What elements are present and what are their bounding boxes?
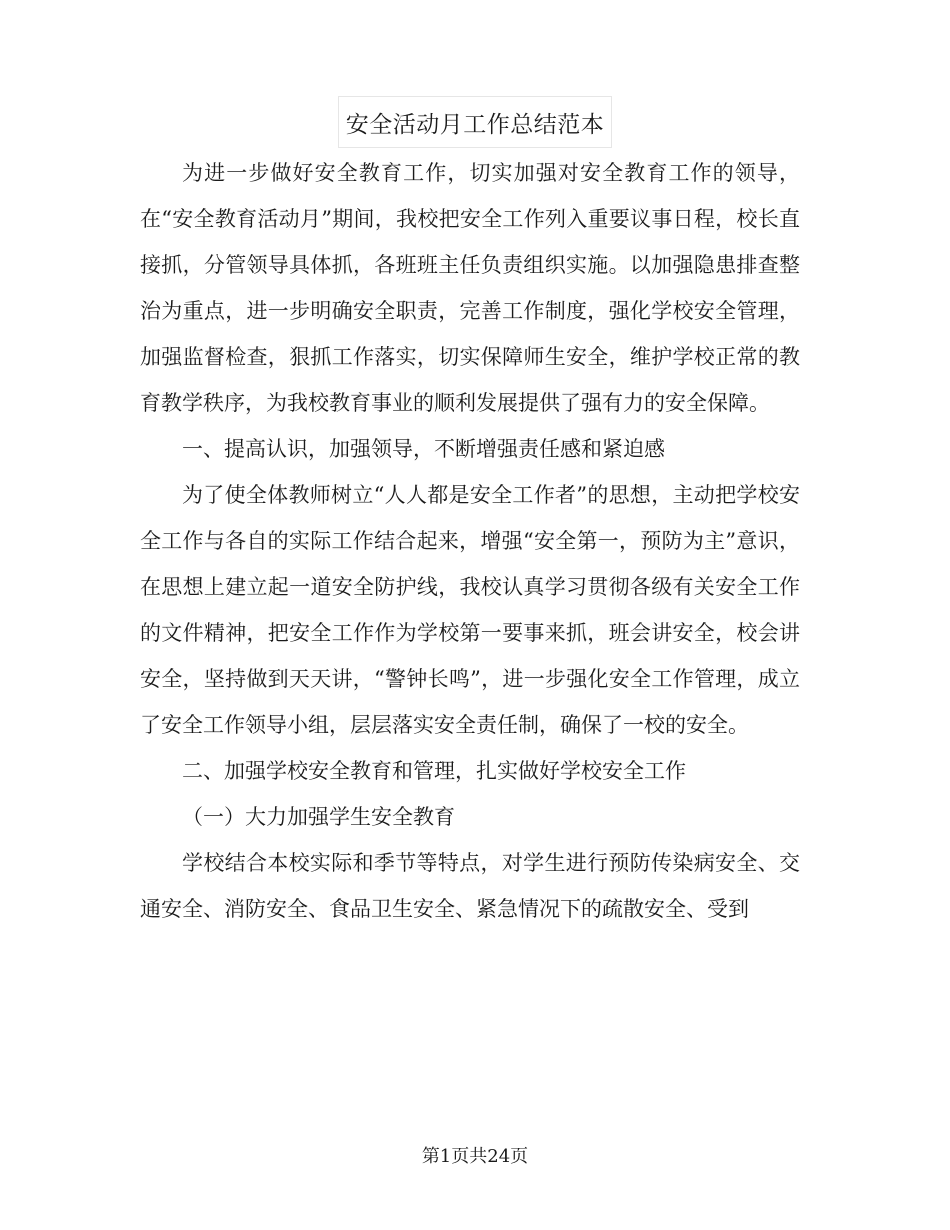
section-heading-2: 二、加强学校安全教育和管理，扎实做好学校安全工作 bbox=[182, 759, 686, 783]
subsection-heading-1: （一）大力加强学生安全教育 bbox=[182, 805, 455, 829]
paragraph-subsection-1: 学校结合本校实际和季节等特点，对学生进行预防传染病安全、交通安全、消防安全、食品卫生安全、紧急情况下的疏散安全、受到 bbox=[140, 851, 800, 921]
document-title: 安全活动月工作总结范本 bbox=[338, 96, 612, 148]
document-body bbox=[140, 150, 800, 932]
section-heading-1: 一、提高认识，加强领导，不断增强责任感和紧迫感 bbox=[182, 437, 665, 461]
page-number: 第1页共24页 bbox=[421, 1146, 529, 1167]
paragraph-section-1: 为了使全体教师树立“人人都是安全工作者”的思想，主动把学校安全工作与各自的实际工作结合起来，增强“安全第一，预防为主”意识，在思想上建立起一道安全防护线，我校认真学习贯彻各级有关安全工作的文件精神，把安全工作作为学校第一要事来抓，班会讲安全，校会讲安全，坚持做到天天讲，“警钟长鸣”，进一步强化安全工作管理，成立了安全工作领导小组，层层落实安全责任制，确保了一校的安全。 bbox=[140, 483, 800, 737]
paragraph-intro: 为进一步做好安全教育工作，切实加强对安全教育工作的领导，在“安全教育活动月”期间，我校把安全工作列入重要议事日程，校长直接抓，分管领导具体抓，各班班主任负责组织实施。以加强隐患排查整治为重点，进一步明确安全职责，完善工作制度，强化学校安全管理，加强监督检查，狠抓工作落实，切实保障师生安全，维护学校正常的教育教学秩序，为我校教育事业的顺利发展提供了强有力的安全保障。 bbox=[140, 161, 800, 415]
